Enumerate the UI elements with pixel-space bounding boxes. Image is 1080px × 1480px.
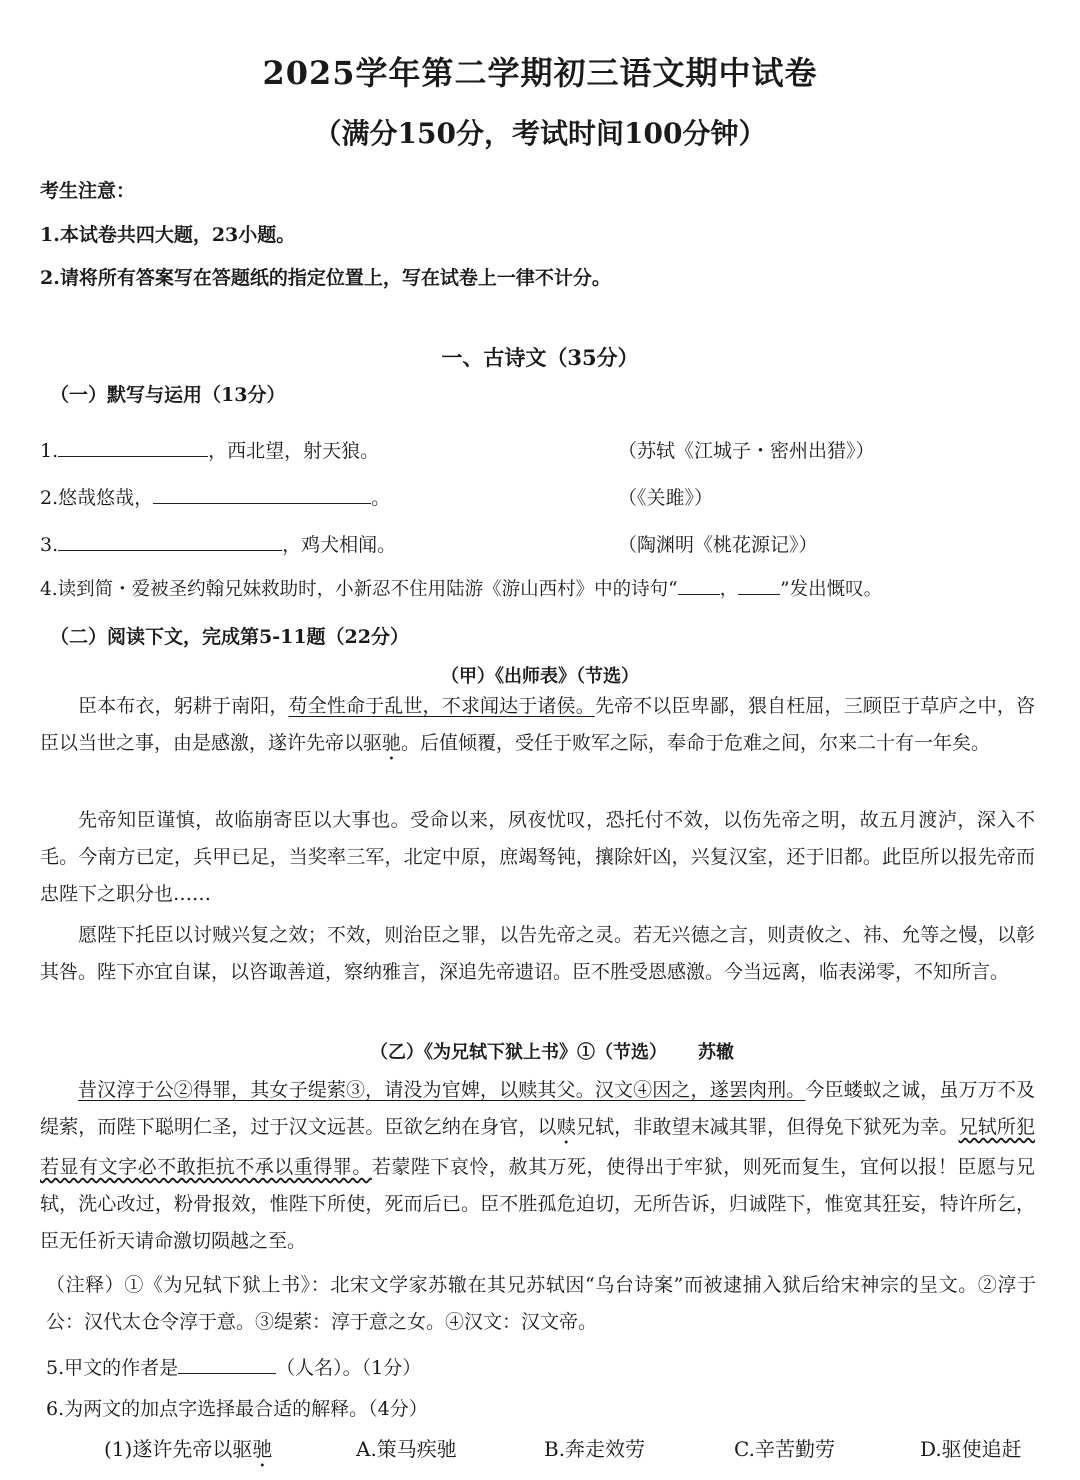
passage-a-paragraph-1	[40, 688, 1035, 765]
q2-source: （《关雎》）	[618, 487, 714, 509]
passage-a-paragraph-2: 先帝知臣谨慎，故临崩寄臣以大事也。受命以来，夙夜忧叹，恐托付不效，以伤先帝之明，故五月渡泸，深入不毛。今南方已定，兵甲已足，当奖率三军，北定中原，庶竭驽钝，攘除奸凶，兴复汉室，还于旧都。此臣所以报先帝而忠陛下之职分也……	[40, 809, 1035, 905]
part1-title: （一）默写与运用（13分）	[50, 384, 286, 406]
passage-a-dotted-char: 驰	[382, 732, 402, 754]
q1-text: ，西北望，射天狼。	[208, 440, 380, 462]
q6-option-a[interactable]: A.策马疾驰	[356, 1437, 457, 1461]
q2-answer-blank[interactable]	[153, 485, 371, 504]
q4-blank-1[interactable]	[678, 576, 720, 595]
q3-text: ，鸡犬相闻。	[282, 534, 397, 556]
q3-number: 3.	[40, 534, 59, 556]
passage-a-title: （甲）《出师表》（节选）	[441, 666, 639, 687]
q4-mid: ，	[719, 579, 739, 600]
notice-item-2: 2.请将所有答案写在答题纸的指定位置上，写在试卷上一律不计分。	[40, 267, 611, 289]
q4-prefix: 4.读到简・爱被圣约翰兄妹救助时，小新忍不住用陆游《游山西村》中的诗句“	[40, 579, 678, 600]
question-4	[40, 575, 882, 601]
passage-b-wavy-sentence: 兄轼所犯若显有文字必不敢拒抗不承以重得罪。	[40, 1116, 1035, 1178]
passage-a-p1-text: 臣本布衣，躬耕于南阳，	[78, 695, 289, 717]
question-6: 6.为两文的加点字选择最合适的解释。（4分）	[46, 1398, 428, 1420]
q5-answer-blank[interactable]	[178, 1355, 276, 1374]
notice-item-1: 1.本试卷共四大题，23小题。	[40, 224, 296, 246]
q4-blank-2[interactable]	[738, 576, 780, 595]
part2-title: （二）阅读下文，完成第5-11题（22分）	[50, 626, 409, 648]
passage-b-underlined-sentence: 昔汉淳于公②得罪，其女子缇萦③，请没为官婢，以赎其父。汉文④因之，遂罢肉刑。	[78, 1079, 806, 1101]
question-3	[40, 530, 396, 557]
q5-prefix: 5.甲文的作者是	[46, 1357, 179, 1379]
q1-answer-blank[interactable]	[58, 438, 208, 457]
passage-b-dotted-char: 赎	[556, 1116, 576, 1138]
q1-number: 1.	[40, 440, 59, 462]
passage-b-text-3: 若蒙陛下哀怜，赦其万死，使得出于牢狱，则死而复生，宜何以报！臣愿与兄轼，洗心改过，粉骨报效，惟陛下所使，死而后已。臣不胜孤危迫切，无所告诉，归诚陛下，惟宽其狂妄，特许所乞，臣无任祈天请命激切陨越之至。	[40, 1156, 1035, 1252]
q3-source: （陶渊明《桃花源记》）	[618, 534, 818, 556]
passage-a-p1-text-3: 。后值倾覆，受任于败军之际，奉命于危难之间，尔来二十有一年矣。	[401, 732, 991, 754]
section-title: 一、古诗文（35分）	[441, 345, 639, 370]
question-5	[46, 1353, 421, 1380]
q6-dotted-char: 驰	[252, 1437, 273, 1461]
question-1	[40, 436, 379, 463]
q6-option-b[interactable]: B.奔走效劳	[544, 1437, 646, 1461]
notice-heading: 考生注意：	[40, 180, 136, 202]
q6-option-d[interactable]: D.驱使追赶	[920, 1437, 1022, 1461]
question-2	[40, 483, 390, 510]
passage-a-p1-text-2: 先帝不以臣卑鄙，猥自枉屈，三顾臣于草庐之中，咨臣以当世之事，由是感激，遂许先帝以驱	[40, 695, 1035, 754]
annotation-notes: （注释）①《为兄轼下狱上书》：北宋文学家苏辙在其兄苏轼因“乌台诗案”而被逮捕入狱后给宋神宗的呈文。②淳于公：汉代太仓令淳于意。③缇萦：淳于意之女。④汉文：汉文帝。	[46, 1274, 1036, 1333]
exam-title: 2025学年第二学期初三语文期中试卷	[262, 54, 818, 92]
passage-b-author: 苏辙	[698, 1042, 734, 1063]
passage-a-paragraph-3: 愿陛下托臣以讨贼兴复之效；不效，则治臣之罪，以告先帝之灵。若无兴德之言，则责攸之、祎、允等之慢，以彰其咎。陛下亦宜自谋，以咨诹善道，察纳雅言，深追先帝遗诏。臣不胜受恩感激。今当远离，临表涕零，不知所言。	[40, 924, 1035, 983]
q3-answer-blank[interactable]	[58, 532, 282, 551]
passage-a-underlined-sentence: 苟全性命于乱世，不求闻达于诸侯。	[288, 695, 595, 717]
q2-text: 。	[371, 487, 391, 509]
passage-b-paragraph	[40, 1072, 1035, 1260]
q6-option-c[interactable]: C.辛苦勤劳	[734, 1437, 835, 1461]
q6-item-1	[104, 1433, 272, 1472]
q5-suffix: （人名）。（1分）	[276, 1357, 422, 1379]
q4-suffix: ”发出慨叹。	[780, 579, 883, 600]
passage-b-text-2: 兄轼，非敢望末减其罪，但得免下狱死为幸。	[575, 1116, 959, 1138]
exam-subtitle: （满分150分，考试时间100分钟）	[313, 117, 767, 150]
q2-prefix: 2.悠哉悠哉，	[40, 487, 154, 509]
passage-b-title: （乙）《为兄轼下狱上书》①（节选）	[370, 1042, 667, 1063]
q1-source: （苏轼《江城子・密州出猎》）	[618, 440, 875, 462]
q6-item-text: (1)遂许先帝以驱	[104, 1437, 253, 1461]
passage-b-text-1: 今臣蝼蚁之诚，虽万万不及缇萦，而陛下聪明仁圣，过于汉文远甚。臣欲乞纳在身官，以	[40, 1079, 1035, 1138]
